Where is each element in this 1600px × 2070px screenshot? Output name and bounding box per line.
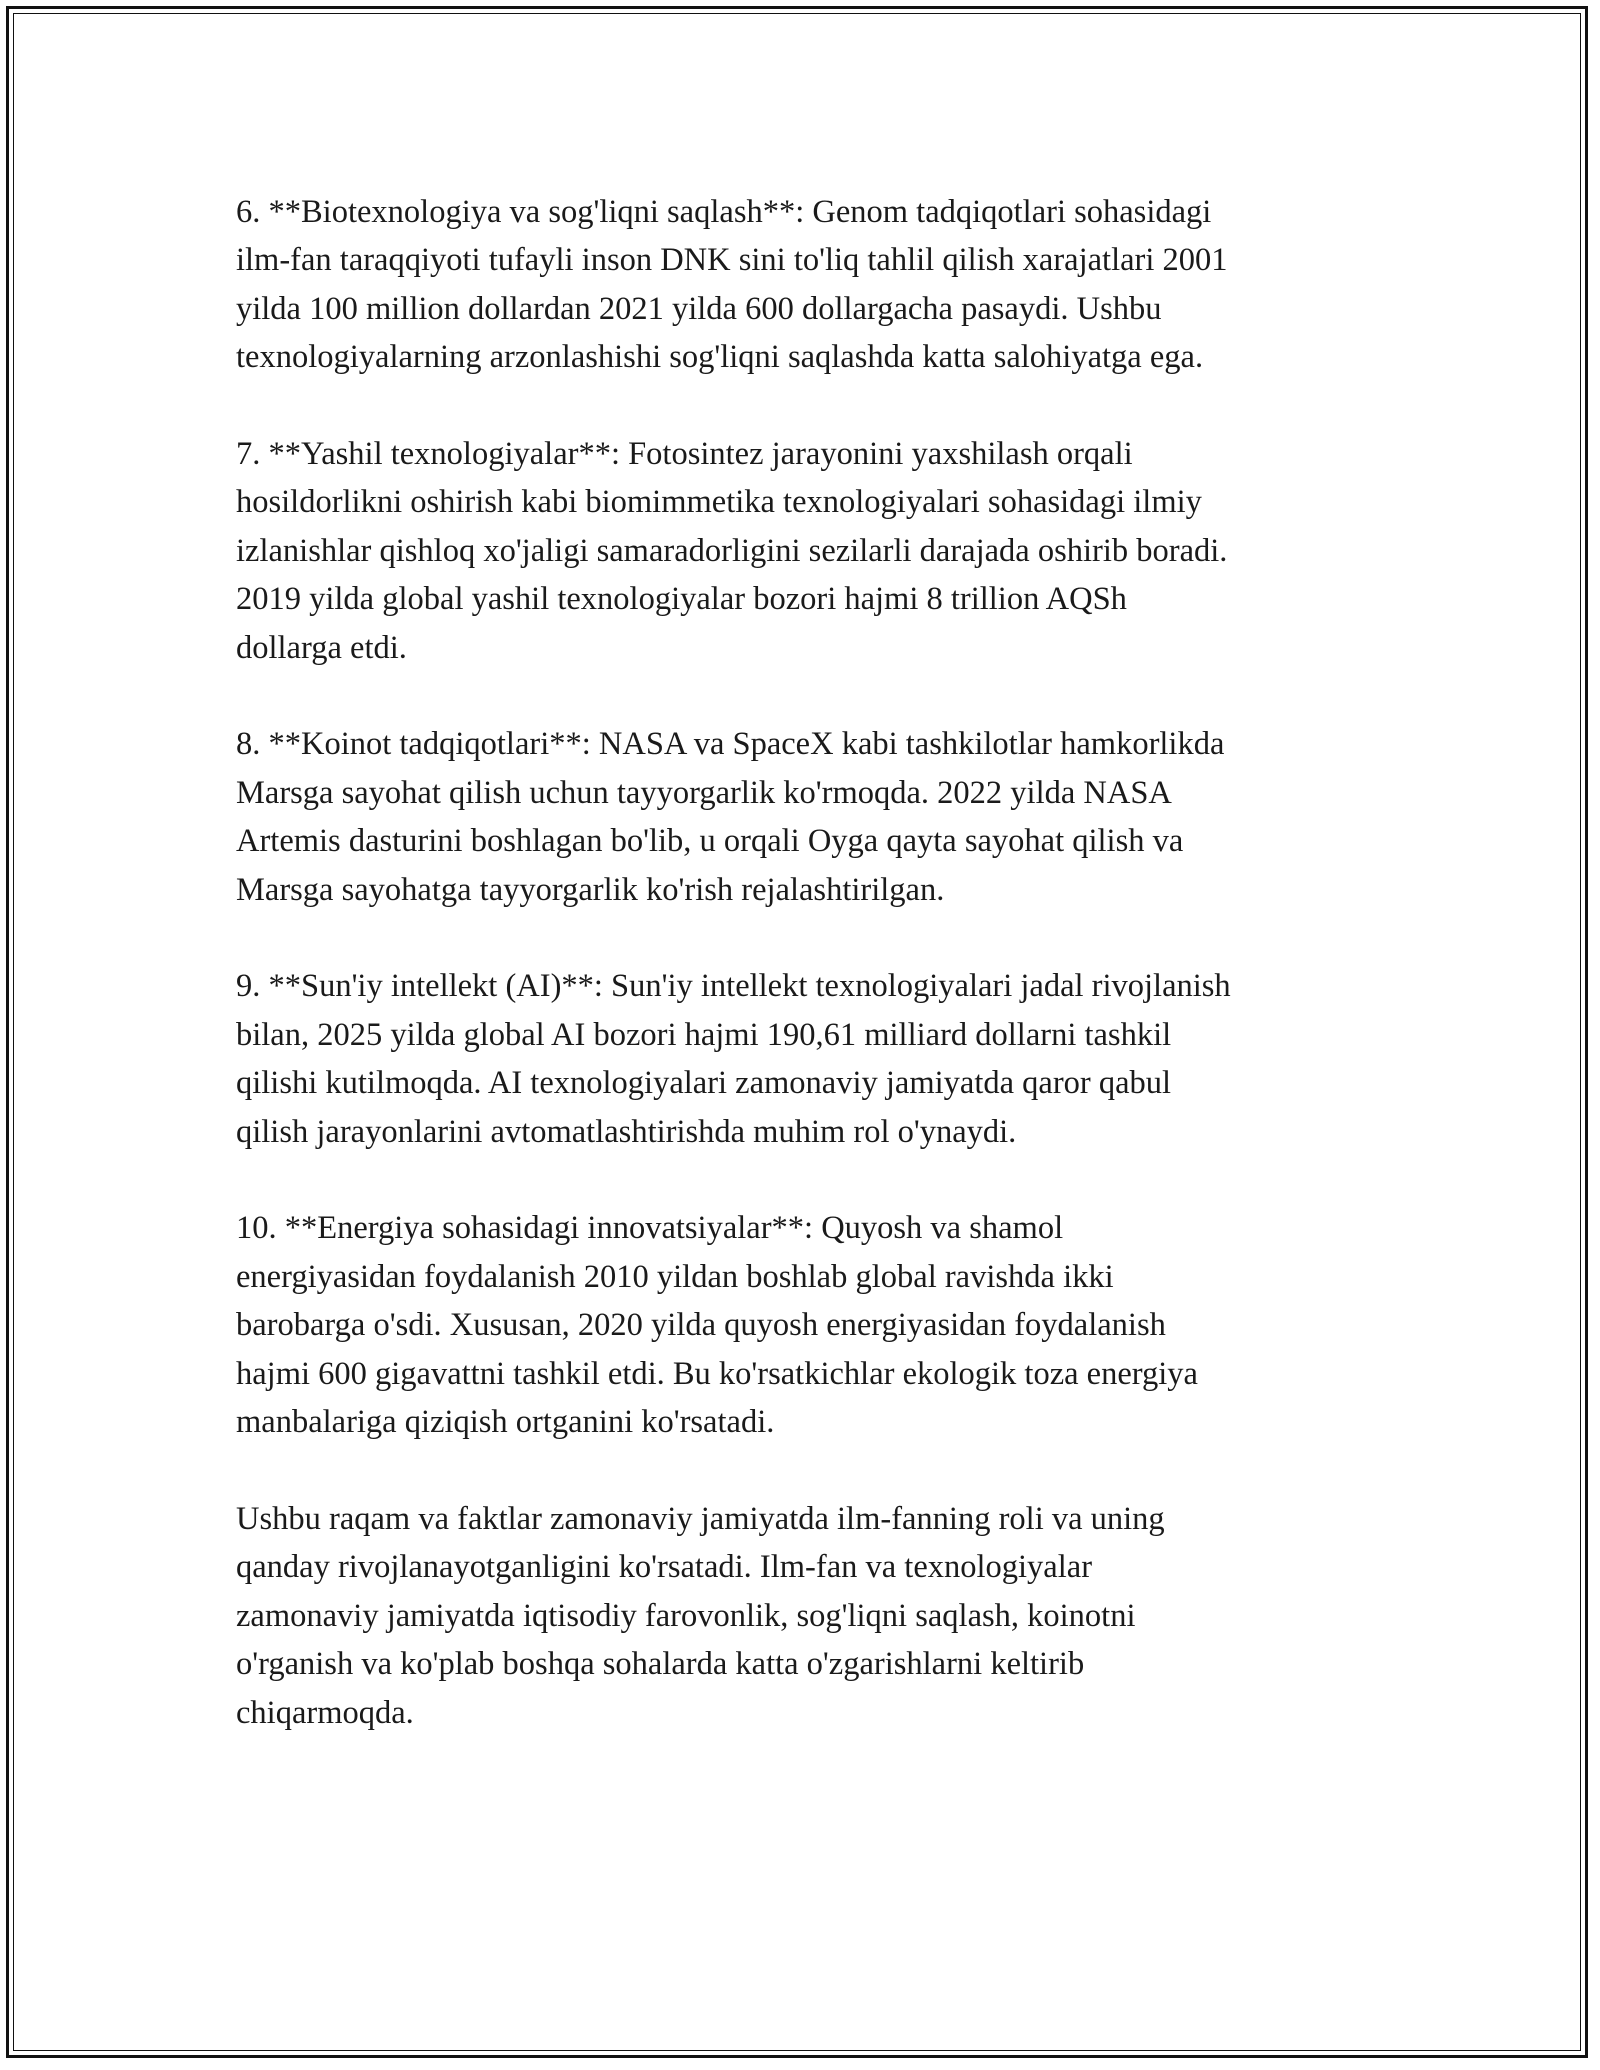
paragraph-energy-innovations: 10. **Energiya sohasidagi innovatsiyalar**: Quyosh va shamol energiyasidan foydalanish 2010 yildan boshlab global ravishda ikki barobarga o'sdi. Xususan, 2020 yilda quyosh energiyasidan foydalanish hajmi 600 gigavattni tashkil etdi. Bu ko'rsatkichlar ekologik toza energiya manbalariga qiziqish ortganini ko'rsatadi. <box>236 1210 1198 1441</box>
paragraph-artificial-intelligence: 9. **Sun'iy intellekt (AI)**: Sun'iy intellekt texnologiyalari jadal rivojlanish bilan, 2025 yilda global AI bozori hajmi 190,61 milliard dollarni tashkil qilishi kutilmoqda. AI texnologiyalari zamonaviy jamiyatda qaror qabul qilish jarayonlarini avtomatlashtirishda muhim rol o'ynaydi. <box>236 968 1231 1150</box>
paragraph-biotechnology: 6. **Biotexnologiya va sog'liqni saqlash**: Genom tadqiqotlari sohasidagi ilm-fan taraqqiyoti tufayli inson DNK sini to'liq tahlil qilish xarajatlari 2001 yilda 100 million dollardan 2021 yilda 600 dollargacha pasaydi. Ushbu texnologiyalarning arzonlashishi sog'liqni saqlashda katta salohiyatga ega. <box>236 194 1228 376</box>
document-body <box>236 188 1366 1737</box>
paragraph-conclusion: Ushbu raqam va faktlar zamonaviy jamiyatda ilm-fanning roli va uning qanday rivojlanayotganligini ko'rsatadi. Ilm-fan va texnologiyalar zamonaviy jamiyatda iqtisodiy farovonlik, sog'liqni saqlash, koinotni o'rganish va ko'plab boshqa sohalarda katta o'zgarishlarni keltirib chiqarmoqda. <box>236 1500 1165 1731</box>
paragraph-green-technologies: 7. **Yashil texnologiyalar**: Fotosintez jarayonini yaxshilash orqali hosildorlikni oshirish kabi biomimmetika texnologiyalari sohasidagi ilmiy izlanishlar qishloq xo'jaligi samaradorligini sezilarli darajada oshirib boradi. 2019 yilda global yashil texnologiyalar bozori hajmi 8 trillion AQSh dollarga etdi. <box>236 436 1228 666</box>
paragraph-space-research: 8. **Koinot tadqiqotlari**: NASA va SpaceX kabi tashkilotlar hamkorlikda Marsga sayohat qilish uchun tayyorgarlik ko'rmoqda. 2022 yilda NASA Artemis dasturini boshlagan bo'lib, u orqali Oyga qayta sayohat qilish va Marsga sayohatga tayyorgarlik ko'rish rejalashtirilgan. <box>236 726 1225 908</box>
